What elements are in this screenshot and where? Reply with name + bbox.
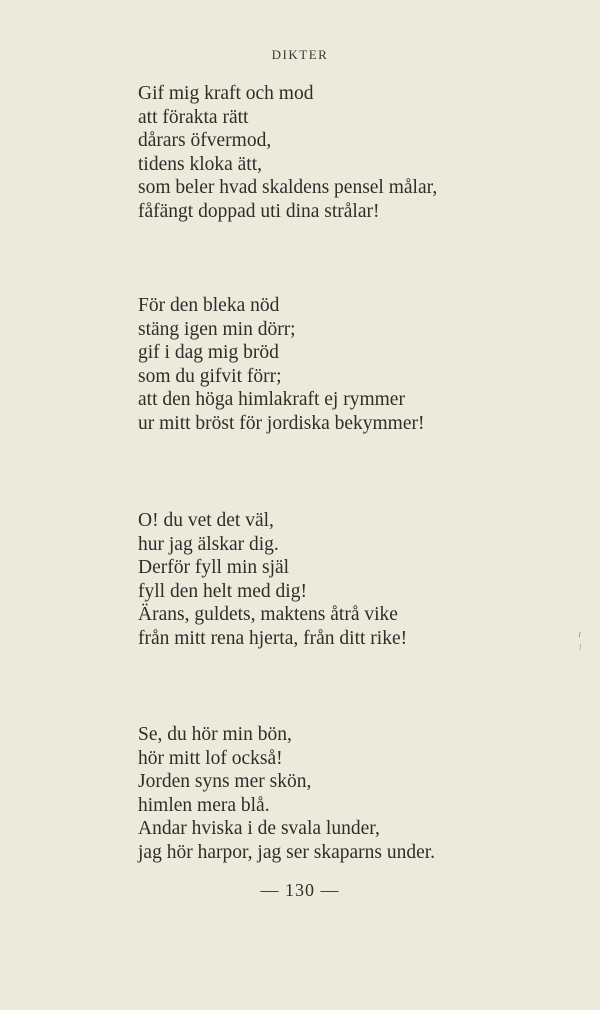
verse-line: ur mitt bröst för jordiska bekymmer!	[138, 412, 425, 434]
page-number: — 130 —	[260, 880, 340, 900]
verse-line: Ärans, guldets, maktens åtrå vike	[138, 604, 398, 626]
verse-line: att den höga himlakraft ej rymmer	[138, 389, 405, 411]
verse-line: himlen mera blå.	[138, 794, 270, 816]
verse-line: För den bleka nöd	[138, 295, 280, 316]
verse-line: som du gifvit förr;	[138, 365, 282, 387]
verse-line: Derför fyll min själ	[138, 557, 290, 579]
verse-line: jag hör harpor, jag ser skaparns under.	[138, 841, 436, 863]
verse-line: Jorden syns mer skön,	[138, 771, 312, 793]
verse-line: fyll den helt med dig!	[138, 580, 307, 602]
verse-line: dårars öfvermod,	[138, 130, 272, 152]
verse-line: fåfängt doppad uti dina strålar!	[138, 200, 380, 222]
verse-line: Se, du hör min bön,	[138, 724, 292, 745]
verse-line: gif i dag mig bröd	[138, 342, 279, 364]
verse-line: tidens kloka ätt,	[138, 153, 263, 175]
stanza-4	[138, 723, 578, 865]
stanza-1	[138, 82, 578, 224]
running-header: DIKTER	[271, 47, 329, 62]
verse-line: stäng igen min dörr;	[138, 318, 296, 340]
verse-line: Andar hviska i de svala lunder,	[138, 818, 380, 840]
verse-line: som beler hvad skaldens pensel målar,	[138, 177, 438, 199]
stanza-3	[138, 509, 578, 651]
verse-line: O! du vet det väl,	[138, 510, 274, 531]
verse-line: hur jag älskar dig.	[138, 533, 279, 555]
verse-line: Gif mig kraft och mod	[138, 83, 314, 104]
verse-line: från mitt rena hjerta, från ditt rike!	[138, 627, 408, 649]
verse-line: hör mitt lof också!	[138, 747, 283, 769]
verse-line: att förakta rätt	[138, 106, 249, 128]
paper-speck	[578, 630, 582, 652]
stanza-2	[138, 294, 578, 436]
